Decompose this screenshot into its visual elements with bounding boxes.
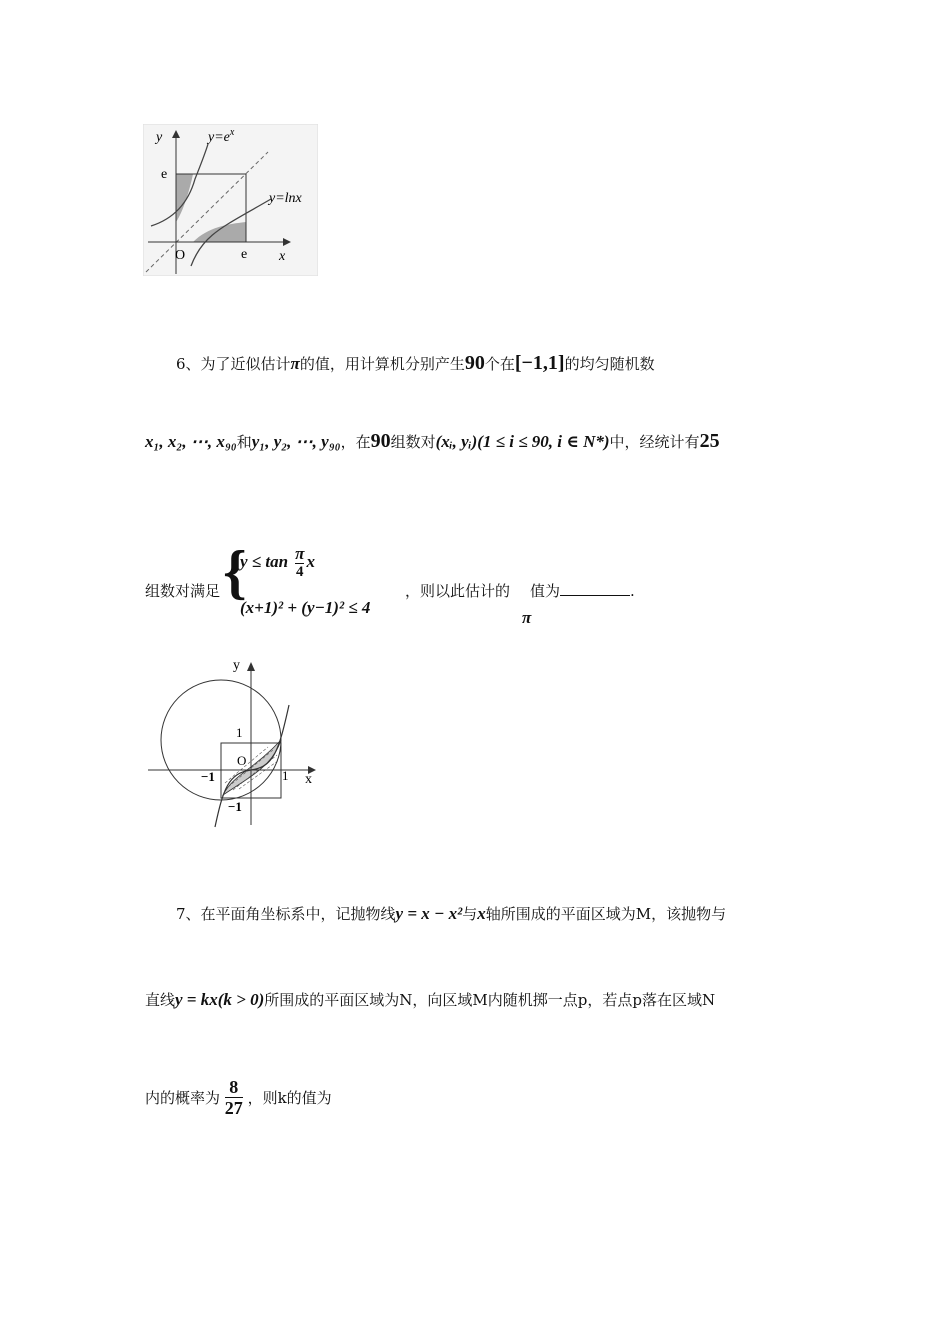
count-25: 25 bbox=[699, 430, 720, 452]
exp-curve-label: $y=e^x$ bbox=[208, 127, 235, 145]
one-top-label: 1 bbox=[236, 725, 243, 740]
q6-line3-label: 组数对满足 bbox=[145, 582, 221, 600]
y-axis-label: y bbox=[233, 658, 240, 673]
x-sequence: x₁, x₂, ⋯, x₉₀ bbox=[145, 432, 237, 451]
q7-line1: 7、在平面角坐标系中，记抛物线y = x − x²与x轴所围成的平面区域为M，该抛物与 bbox=[176, 904, 727, 923]
q7-line3: 内的概率为 $\frac{8}{27}$ ，则k的值为 bbox=[145, 1077, 332, 1118]
y-axis-label: y bbox=[156, 130, 163, 145]
probability-fraction: $\frac{8}{27}$ bbox=[224, 1077, 243, 1118]
inequality-1: y ≤ tan $\frac{\pi}{4}$ x bbox=[240, 544, 315, 580]
system-brace: { bbox=[223, 539, 247, 605]
one-right-label: 1 bbox=[282, 768, 289, 783]
e-left-label: e bbox=[161, 167, 168, 182]
q6-line1: 6、为了近似估计π的值，用计算机分别产生90个在[−1,1]的均匀随机数 bbox=[176, 352, 655, 374]
y-sequence: y₁, y₂, ⋯, y₉₀ bbox=[251, 432, 341, 451]
neg1-bottom-label: −1 bbox=[228, 799, 242, 814]
interval: [−1,1] bbox=[514, 352, 565, 374]
count-90: 90 bbox=[464, 352, 485, 374]
x-axis-label: x bbox=[305, 772, 312, 787]
figure-exp-ln bbox=[143, 124, 318, 276]
parabola-equation: y = x − x² bbox=[395, 904, 463, 923]
q7-line2: 直线y = kx(k > 0)所围成的平面区域为N，向区域M内随机掷一点p，若点p落在区域N bbox=[145, 990, 716, 1009]
inequality-2: (x+1)² + (y−1)² ≤ 4 bbox=[240, 598, 371, 617]
origin-label: O bbox=[175, 248, 186, 263]
pair: (xᵢ, yᵢ) bbox=[435, 432, 478, 451]
x-axis-label: x bbox=[279, 249, 286, 264]
pi-symbol: π bbox=[290, 354, 300, 373]
pi-below: π bbox=[522, 608, 532, 627]
q6-line3-rest: ，则以此估计的 值为 . bbox=[405, 582, 635, 600]
e-bottom-label: e bbox=[241, 247, 248, 262]
origin-label: O bbox=[237, 753, 247, 768]
index-condition: (1 ≤ i ≤ 90, i ∈ N*) bbox=[477, 432, 610, 451]
y-arrow-icon bbox=[247, 662, 255, 671]
neg1-left-label: −1 bbox=[201, 769, 215, 784]
ln-curve-label: y=lnx bbox=[269, 191, 302, 206]
figure-circle-region bbox=[143, 655, 328, 830]
answer-blank-q6[interactable] bbox=[560, 581, 630, 596]
count-90b: 90 bbox=[370, 430, 391, 452]
q6-line2: x₁, x₂, ⋯, x₉₀和y₁, y₂, ⋯, y₉₀，在90组数对(xᵢ, yᵢ)(1 ≤ i ≤ 90, i ∈ N*)中，经统计有25 bbox=[145, 430, 720, 452]
pi-over-4-fraction: $\frac{\pi}{4}$ bbox=[295, 544, 305, 580]
line-equation: y = kx(k > 0) bbox=[175, 990, 265, 1009]
